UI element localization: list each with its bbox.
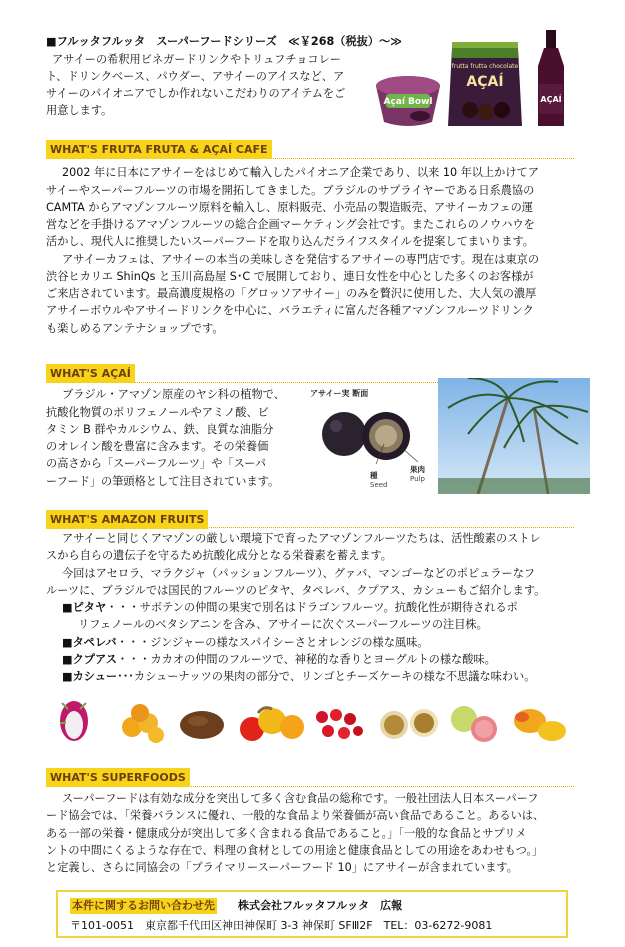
diagram-title: アサイー実 断面	[310, 389, 369, 398]
acai-line-4: のオレイン酸を豊富に含みます。その栄養価	[46, 440, 269, 453]
bullet-pitaya-name: ピタヤ	[72, 601, 107, 614]
product-photos	[368, 30, 586, 130]
bullet-tapereba-text: ・・・ジンジャーの様なスパイシーさとオレンジの様な風味。	[116, 636, 429, 649]
acai-line-6: ーフード」の筆頭格として注目されています。	[46, 475, 280, 488]
acai-line-2: 抗酸化物質のポリフェノールやアミノ酸、ビ	[46, 406, 269, 419]
tapereba-photo	[122, 704, 164, 743]
cafe-line-5: 活かし、現代人に推奨したいスーパーフードを取り込んだライフスタイルを提案してまいります。	[46, 235, 534, 248]
series-title: ■フルッタフルッタ スーパーフードシリーズ ≪￥268（税抜）～≫	[46, 35, 402, 48]
intro-line-2: ト、ドリンクベース、パウダー、アサイーのアイスなど、ア	[46, 70, 345, 83]
pitaya-photo	[60, 701, 88, 741]
acai-line-3: タミン B 群やカルシウム、鉄、良質な油脂分	[46, 423, 274, 436]
vinegar-bottle	[538, 30, 564, 126]
bullet-cashew-name: カシュー	[72, 670, 118, 683]
bullet-cupuacu-name: クプアス	[72, 653, 117, 666]
pouch-brand: AÇAÍ	[466, 74, 504, 90]
bullet-cashew: ■カシュー･･･カシューナッツの果肉の部分で、リンゴとチーズケーキの様な不思議な味わい。	[62, 670, 536, 683]
cafe-line-6: アサイーカフェは、アサイーの本当の美味しさを発信するアサイーの専門店です。現在は東京の	[62, 253, 540, 266]
amazon-line-3: 今回はアセロラ、マラクジャ（パッションフルーツ）、グァバ、マンゴーなどのポピュラーなフ	[62, 567, 536, 580]
cafe-line-4: 営などを手掛けるアマゾンフルーツの総合企画マーケティング会社です。またこれらのノウハウを	[46, 218, 535, 231]
whole-acai-berry	[322, 412, 366, 456]
acai-palm-photo	[438, 378, 590, 494]
superfoods-line-5: と定義し、さらに同協会の「プライマリースーパーフード 10」にアサイーが含まれています。	[46, 861, 518, 874]
pouch-top-text: frutta frutta chocolate	[451, 63, 519, 70]
amazon-line-1: アサイーと同じくアマゾンの厳しい環境下で育ったアマゾンフルーツたちは、活性酸素のストレ	[62, 532, 541, 545]
contact-label: 本件に関するお問い合わせ先	[72, 899, 215, 912]
acai-line-5: の高さから「スーパーフルーツ」や「スーパ	[46, 457, 267, 470]
acai-heading: WHAT'S AÇAÍ	[46, 364, 135, 383]
superfoods-line-1: スーパーフードは有効な成分を突出して多く含む食品の総称です。一般社団法人日本スーパーフ	[62, 792, 539, 805]
cafe-line-3: CAMTA からアマゾンフルーツ原料を輸入し、原料販売、小売品の製造販売、アサイーカフェの運	[46, 201, 533, 214]
cafe-line-8: ご来店されています。最高濃度規格の「グロッソアサイー」のみを贅沢に使用した、大人気の濃厚	[46, 287, 537, 300]
bowl-label: Açaí Bowl	[383, 97, 433, 107]
intro-line-4: 用意します。	[46, 104, 113, 117]
pulp-label-en: Pulp	[410, 475, 425, 483]
chocolate-pouch	[448, 42, 522, 126]
seed-label-jp: 種	[370, 471, 378, 480]
bullet-cashew-text: ･･･カシューナッツの果肉の部分で、リンゴとチーズケーキの様な不思議な味わい。	[117, 670, 536, 683]
contact-company: 株式会社フルッタフルッタ 広報	[238, 899, 403, 912]
mango-photo	[514, 709, 566, 741]
bottle-label: AÇAÍ	[540, 95, 562, 104]
cafe-line-7: 渋谷ヒカリエ ShinQs と玉川高島屋 S･C で展開しており、連日女性を中心とした多くのお客様が	[46, 270, 534, 283]
cafe-line-9: アサイーボウルやアサイードリンクを中心に、バラエティに富んだ各種アマゾンフルーツドリンク	[46, 304, 534, 317]
superfoods-line-4: ントの中間にくるような存在で、料理の食材としての用途と健康食品としての用途をあわせもつ。」	[46, 844, 544, 857]
bullet-pitaya: ■ピタヤ・・・サボテンの仲間の果実で別名はドラゴンフルーツ。抗酸化性が期待されるポ	[62, 601, 518, 614]
acerola-photo	[316, 709, 363, 739]
bullet-pitaya-cont: リフェノールのベタシアニンを含み、アサイーに次ぐスーパーフルーツの注目株。	[78, 618, 488, 631]
cafe-heading: WHAT'S FRUTA FRUTA & AÇAÍ CAFE	[46, 140, 272, 159]
intro-line-3: サイーのパイオニアでしか作れないこだわりのアイテムをご	[46, 87, 346, 100]
bullet-tapereba-name: タペレバ	[72, 636, 117, 649]
cafe-line-10: も楽しめるアンテナショップです。	[46, 322, 224, 335]
superfoods-heading: WHAT'S SUPERFOODS	[46, 768, 190, 787]
cashew-photo	[240, 708, 304, 741]
acai-line-1: ブラジル・アマゾン原産のヤシ科の植物で、	[62, 388, 285, 401]
bullet-cupuacu: ■クプアス・・・カカオの仲間のフルーツで、神秘的な香りとヨーグルトの様な酸味。	[62, 653, 496, 666]
cupuacu-photo	[180, 711, 224, 739]
amazon-heading: WHAT'S AMAZON FRUITS	[46, 510, 208, 529]
contact-box	[56, 890, 568, 938]
cafe-line-1: 2002 年に日本にアサイーをはじめて輸入したパイオニア企業であり、以来 10 年以上かけてア	[62, 166, 539, 179]
bullet-taperebá: ■タペレバ・・・ジンジャーの様なスパイシーさとオレンジの様な風味。	[62, 636, 429, 649]
cafe-line-2: サイーやスーパーフルーツの市場を開拓してきました。ブラジルのサプライヤーである日系農協の	[46, 184, 535, 197]
acai-cross-section-diagram	[306, 384, 436, 492]
contact-address: 〒101-0051 東京都千代田区神田神保町 3-3 神保町 SFⅢ2F TEL：03-6272-9081	[70, 919, 493, 932]
acai-bowl-cup	[376, 76, 440, 126]
maracuja-photo	[380, 709, 438, 739]
amazon-line-2: スから自らの遺伝子を守るため抗酸化成分となる栄養素を蓄えます。	[46, 549, 392, 562]
amazon-fruit-photos	[52, 693, 572, 748]
pulp-label-jp: 果肉	[410, 465, 425, 474]
intro-line-1: アサイーの希釈用ビネガードリンクやトリュフチョコレー	[52, 53, 341, 66]
amazon-line-4: ルーツに、ブラジルでは国民的フルーツのピタヤ、タペレバ、クプアス、カシューもご紹介します。	[46, 584, 546, 597]
seed-label-en: Seed	[370, 481, 388, 489]
bullet-pitaya-text: ・・・サボテンの仲間の果実で別名はドラゴンフルーツ。抗酸化性が期待されるポ	[106, 601, 518, 614]
superfoods-line-2: ード協会では、「栄養バランスに優れ、一般的な食品より栄養価が高い食品であること。あるいは、	[46, 809, 545, 822]
superfoods-line-3: ある一部の栄養・健康成分が突出して多く含まれる食品であること。」「一般的な食品とサプリメ	[46, 827, 527, 840]
bullet-cupuacu-text: ・・・カカオの仲間のフルーツで、神秘的な香りとヨーグルトの様な酸味。	[116, 653, 496, 666]
guava-photo	[451, 706, 497, 742]
